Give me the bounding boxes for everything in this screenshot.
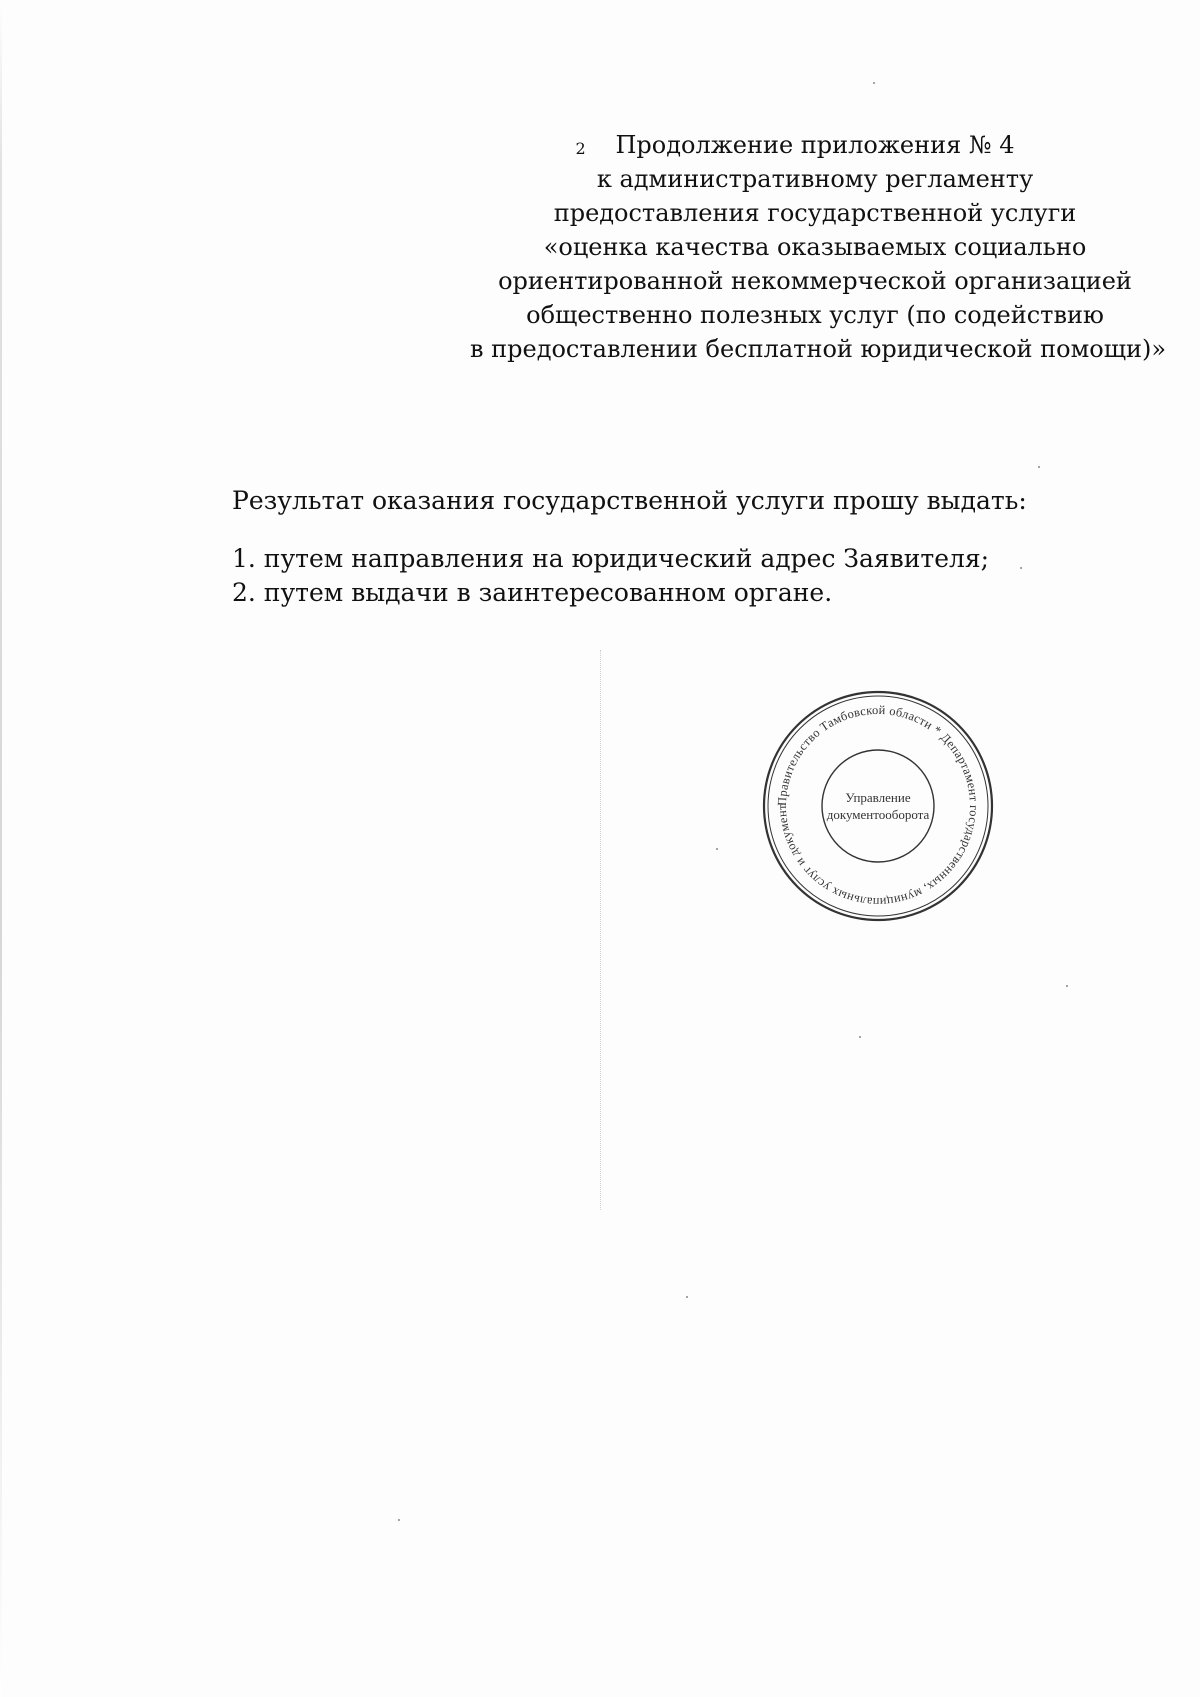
stamp-outer-ring	[764, 692, 992, 920]
stamp-inner-ring	[822, 750, 934, 862]
header-line-4: «оценка качества оказываемых социально	[543, 233, 1087, 261]
stamp-center-line-2: документооборота	[826, 807, 930, 822]
scan-speck	[859, 1036, 861, 1038]
page-number: 2	[575, 139, 586, 158]
stamp-center-line-1: Управление	[845, 790, 911, 805]
header-line-3: предоставления государственной услуги	[553, 199, 1077, 227]
stamp-ring-text: Правительство Тамбовской области * Департамент государственных, муниципальных услуг и документ	[774, 702, 982, 910]
scan-fold-line	[600, 650, 602, 1210]
stamp-graphic	[760, 688, 996, 924]
header-line-7: в предоставлении бесплатной юридической помощи)»	[470, 335, 1167, 363]
header-line-1: Продолжение приложения № 4	[615, 131, 1015, 159]
header-line-6: общественно полезных услуг (по содействию	[526, 301, 1104, 329]
official-stamp	[760, 688, 996, 924]
appendix-header	[470, 128, 1167, 366]
header-line-2: к административному регламенту	[596, 165, 1034, 193]
scan-speck	[716, 848, 718, 850]
header-line-5: ориентированной некоммерческой организацией	[498, 267, 1132, 295]
scan-speck	[1066, 985, 1068, 987]
result-intro-text: Результат оказания государственной услуги прошу выдать:	[232, 486, 1027, 515]
scan-speck	[398, 1519, 400, 1521]
scan-speck	[1038, 466, 1040, 468]
scan-edge-shadow	[0, 0, 2, 1697]
result-delivery-section	[232, 484, 1132, 610]
delivery-option-1: 1. путем направления на юридический адрес Заявителя;	[232, 544, 990, 573]
scan-speck	[686, 1296, 688, 1298]
delivery-option-2: 2. путем выдачи в заинтересованном органе.	[232, 578, 833, 607]
stamp-outer-ring-inner	[768, 696, 988, 916]
scan-speck	[873, 82, 875, 84]
